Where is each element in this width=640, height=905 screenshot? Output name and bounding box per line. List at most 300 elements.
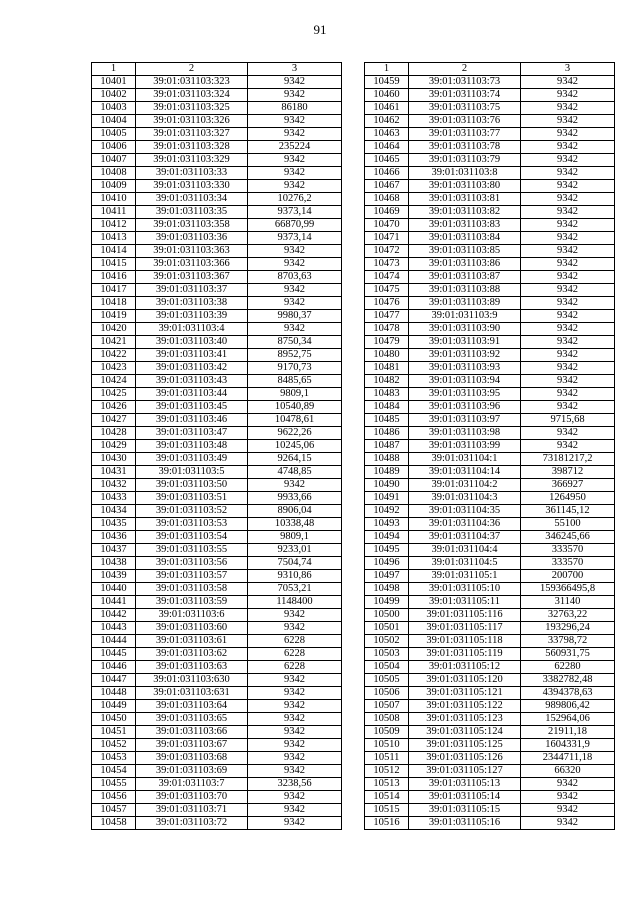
cadastral-number-cell: 39:01:031105:16 xyxy=(409,817,521,830)
cadastral-number-cell: 39:01:031103:56 xyxy=(136,557,248,570)
row-number-cell: 10476 xyxy=(365,297,409,310)
cadastral-number-cell: 39:01:031103:90 xyxy=(409,323,521,336)
table-row xyxy=(92,739,342,752)
value-cell: 9809,1 xyxy=(248,531,342,544)
table-row xyxy=(365,245,615,258)
cadastral-number-cell: 39:01:031103:73 xyxy=(409,76,521,89)
table-row xyxy=(92,284,342,297)
table-row xyxy=(365,206,615,219)
cadastral-number-cell: 39:01:031103:83 xyxy=(409,219,521,232)
value-cell: 9342 xyxy=(248,180,342,193)
value-cell: 346245,66 xyxy=(521,531,615,544)
table-row xyxy=(92,206,342,219)
row-number-cell: 10468 xyxy=(365,193,409,206)
table-row xyxy=(365,544,615,557)
row-number-cell: 10480 xyxy=(365,349,409,362)
cadastral-number-cell: 39:01:031103:79 xyxy=(409,154,521,167)
row-number-cell: 10467 xyxy=(365,180,409,193)
cadastral-number-cell: 39:01:031105:118 xyxy=(409,635,521,648)
cadastral-number-cell: 39:01:031103:52 xyxy=(136,505,248,518)
value-cell: 9342 xyxy=(521,232,615,245)
table-row xyxy=(92,362,342,375)
row-number-cell: 10479 xyxy=(365,336,409,349)
table-row xyxy=(92,544,342,557)
row-number-cell: 10455 xyxy=(92,778,136,791)
row-number-cell: 10454 xyxy=(92,765,136,778)
cadastral-number-cell: 39:01:031103:358 xyxy=(136,219,248,232)
cadastral-number-cell: 39:01:031104:2 xyxy=(409,479,521,492)
cadastral-number-cell: 39:01:031103:59 xyxy=(136,596,248,609)
value-cell: 9342 xyxy=(521,115,615,128)
value-cell: 9342 xyxy=(248,128,342,141)
cadastral-number-cell: 39:01:031103:95 xyxy=(409,388,521,401)
table-row xyxy=(92,414,342,427)
value-cell: 9342 xyxy=(521,206,615,219)
cadastral-number-cell: 39:01:031103:85 xyxy=(409,245,521,258)
table-row xyxy=(365,713,615,726)
table-row xyxy=(365,284,615,297)
table-row xyxy=(92,297,342,310)
row-number-cell: 10403 xyxy=(92,102,136,115)
table-row xyxy=(365,505,615,518)
row-number-cell: 10470 xyxy=(365,219,409,232)
value-cell: 9342 xyxy=(248,479,342,492)
table-row xyxy=(92,167,342,180)
value-cell: 9373,14 xyxy=(248,232,342,245)
table-row xyxy=(92,466,342,479)
row-number-cell: 10516 xyxy=(365,817,409,830)
row-number-cell: 10449 xyxy=(92,700,136,713)
value-cell: 9342 xyxy=(248,674,342,687)
table-row xyxy=(92,765,342,778)
value-cell: 9622,26 xyxy=(248,427,342,440)
table-row xyxy=(365,453,615,466)
table-row xyxy=(92,232,342,245)
table-row xyxy=(365,791,615,804)
value-cell: 8485,65 xyxy=(248,375,342,388)
table-row xyxy=(365,648,615,661)
cadastral-number-cell: 39:01:031103:70 xyxy=(136,791,248,804)
value-cell: 9715,68 xyxy=(521,414,615,427)
table-row xyxy=(92,518,342,531)
value-cell: 9310,86 xyxy=(248,570,342,583)
row-number-cell: 10501 xyxy=(365,622,409,635)
table-row xyxy=(92,596,342,609)
row-number-cell: 10458 xyxy=(92,817,136,830)
table-row xyxy=(92,661,342,674)
row-number-cell: 10459 xyxy=(365,76,409,89)
table-row xyxy=(92,128,342,141)
row-number-cell: 10497 xyxy=(365,570,409,583)
row-number-cell: 10409 xyxy=(92,180,136,193)
row-number-cell: 10462 xyxy=(365,115,409,128)
value-cell: 21911,18 xyxy=(521,726,615,739)
value-cell: 200700 xyxy=(521,570,615,583)
row-number-cell: 10489 xyxy=(365,466,409,479)
value-cell: 560931,75 xyxy=(521,648,615,661)
table-row xyxy=(365,609,615,622)
value-cell: 9342 xyxy=(248,323,342,336)
value-cell: 2344711,18 xyxy=(521,752,615,765)
cadastral-number-cell: 39:01:031103:97 xyxy=(409,414,521,427)
table-row xyxy=(365,518,615,531)
cadastral-number-cell: 39:01:031103:49 xyxy=(136,453,248,466)
cadastral-number-cell: 39:01:031103:55 xyxy=(136,544,248,557)
value-cell: 9809,1 xyxy=(248,388,342,401)
row-number-cell: 10482 xyxy=(365,375,409,388)
table-row xyxy=(365,687,615,700)
row-number-cell: 10402 xyxy=(92,89,136,102)
cadastral-number-cell: 39:01:031103:327 xyxy=(136,128,248,141)
cadastral-number-cell: 39:01:031103:33 xyxy=(136,167,248,180)
value-cell: 55100 xyxy=(521,518,615,531)
value-cell: 989806,42 xyxy=(521,700,615,713)
cadastral-number-cell: 39:01:031103:8 xyxy=(409,167,521,180)
row-number-cell: 10429 xyxy=(92,440,136,453)
value-cell: 9342 xyxy=(248,687,342,700)
value-cell: 361145,12 xyxy=(521,505,615,518)
value-cell: 9342 xyxy=(521,128,615,141)
column-header: 2 xyxy=(136,63,248,76)
table-row xyxy=(365,167,615,180)
registry-table-left xyxy=(91,62,342,830)
table-row xyxy=(92,323,342,336)
row-number-cell: 10419 xyxy=(92,310,136,323)
table-row xyxy=(92,635,342,648)
value-cell: 9342 xyxy=(248,258,342,271)
cadastral-number-cell: 39:01:031103:48 xyxy=(136,440,248,453)
value-cell: 159366495,8 xyxy=(521,583,615,596)
cadastral-number-cell: 39:01:031103:5 xyxy=(136,466,248,479)
row-number-cell: 10424 xyxy=(92,375,136,388)
cadastral-number-cell: 39:01:031103:630 xyxy=(136,674,248,687)
row-number-cell: 10456 xyxy=(92,791,136,804)
table-row xyxy=(92,609,342,622)
table-row xyxy=(92,427,342,440)
cadastral-number-cell: 39:01:031104:36 xyxy=(409,518,521,531)
table-row xyxy=(365,583,615,596)
table-row xyxy=(365,349,615,362)
table-row xyxy=(365,427,615,440)
row-number-cell: 10514 xyxy=(365,791,409,804)
row-number-cell: 10435 xyxy=(92,518,136,531)
row-number-cell: 10483 xyxy=(365,388,409,401)
value-cell: 9342 xyxy=(248,284,342,297)
value-cell: 10338,48 xyxy=(248,518,342,531)
value-cell: 9342 xyxy=(521,180,615,193)
row-number-cell: 10461 xyxy=(365,102,409,115)
row-number-cell: 10421 xyxy=(92,336,136,349)
table-row xyxy=(92,245,342,258)
table-row xyxy=(92,401,342,414)
column-header: 1 xyxy=(365,63,409,76)
cadastral-number-cell: 39:01:031105:116 xyxy=(409,609,521,622)
table-row xyxy=(92,752,342,765)
row-number-cell: 10512 xyxy=(365,765,409,778)
value-cell: 9373,14 xyxy=(248,206,342,219)
table-row xyxy=(365,219,615,232)
value-cell: 9342 xyxy=(521,154,615,167)
row-number-cell: 10443 xyxy=(92,622,136,635)
cadastral-number-cell: 39:01:031103:93 xyxy=(409,362,521,375)
cadastral-number-cell: 39:01:031103:99 xyxy=(409,440,521,453)
row-number-cell: 10498 xyxy=(365,583,409,596)
value-cell: 7053,21 xyxy=(248,583,342,596)
cadastral-number-cell: 39:01:031103:57 xyxy=(136,570,248,583)
cadastral-number-cell: 39:01:031105:124 xyxy=(409,726,521,739)
table-row xyxy=(92,791,342,804)
row-number-cell: 10510 xyxy=(365,739,409,752)
row-number-cell: 10430 xyxy=(92,453,136,466)
value-cell: 9342 xyxy=(248,154,342,167)
cadastral-number-cell: 39:01:031103:72 xyxy=(136,817,248,830)
value-cell: 9342 xyxy=(521,791,615,804)
table-row xyxy=(365,622,615,635)
row-number-cell: 10427 xyxy=(92,414,136,427)
row-number-cell: 10486 xyxy=(365,427,409,440)
row-number-cell: 10515 xyxy=(365,804,409,817)
page-number: 91 xyxy=(313,22,327,37)
table-row xyxy=(365,531,615,544)
table-row xyxy=(365,739,615,752)
row-number-cell: 10493 xyxy=(365,518,409,531)
row-number-cell: 10466 xyxy=(365,167,409,180)
value-cell: 9342 xyxy=(521,804,615,817)
value-cell: 9342 xyxy=(248,297,342,310)
value-cell: 3238,56 xyxy=(248,778,342,791)
row-number-cell: 10450 xyxy=(92,713,136,726)
value-cell: 9342 xyxy=(521,89,615,102)
row-number-cell: 10442 xyxy=(92,609,136,622)
row-number-cell: 10401 xyxy=(92,76,136,89)
table-row xyxy=(365,310,615,323)
value-cell: 9342 xyxy=(521,349,615,362)
table-row xyxy=(365,557,615,570)
row-number-cell: 10505 xyxy=(365,674,409,687)
value-cell: 9342 xyxy=(521,336,615,349)
row-number-cell: 10422 xyxy=(92,349,136,362)
row-number-cell: 10413 xyxy=(92,232,136,245)
value-cell: 9342 xyxy=(248,115,342,128)
cadastral-number-cell: 39:01:031103:4 xyxy=(136,323,248,336)
value-cell: 9342 xyxy=(521,271,615,284)
table-row xyxy=(365,76,615,89)
cadastral-number-cell: 39:01:031103:94 xyxy=(409,375,521,388)
row-number-cell: 10464 xyxy=(365,141,409,154)
table-row xyxy=(92,583,342,596)
row-number-cell: 10410 xyxy=(92,193,136,206)
value-cell: 9342 xyxy=(521,375,615,388)
table-row xyxy=(92,687,342,700)
table-row xyxy=(92,570,342,583)
cadastral-number-cell: 39:01:031103:89 xyxy=(409,297,521,310)
row-number-cell: 10437 xyxy=(92,544,136,557)
value-cell: 9342 xyxy=(248,622,342,635)
value-cell: 9170,73 xyxy=(248,362,342,375)
cadastral-number-cell: 39:01:031105:123 xyxy=(409,713,521,726)
row-number-cell: 10432 xyxy=(92,479,136,492)
table-row xyxy=(92,141,342,154)
row-number-cell: 10460 xyxy=(365,89,409,102)
table-row xyxy=(92,336,342,349)
cadastral-number-cell: 39:01:031103:34 xyxy=(136,193,248,206)
row-number-cell: 10471 xyxy=(365,232,409,245)
cadastral-number-cell: 39:01:031103:50 xyxy=(136,479,248,492)
cadastral-number-cell: 39:01:031103:42 xyxy=(136,362,248,375)
value-cell: 9342 xyxy=(248,609,342,622)
value-cell: 73181217,2 xyxy=(521,453,615,466)
value-cell: 9342 xyxy=(521,258,615,271)
cadastral-number-cell: 39:01:031103:329 xyxy=(136,154,248,167)
table-row xyxy=(92,76,342,89)
value-cell: 9342 xyxy=(248,89,342,102)
value-cell: 9342 xyxy=(521,219,615,232)
table-row xyxy=(365,401,615,414)
value-cell: 9342 xyxy=(521,284,615,297)
table-row xyxy=(92,180,342,193)
cadastral-number-cell: 39:01:031103:367 xyxy=(136,271,248,284)
value-cell: 6228 xyxy=(248,635,342,648)
cadastral-number-cell: 39:01:031103:64 xyxy=(136,700,248,713)
value-cell: 10478,61 xyxy=(248,414,342,427)
value-cell: 9342 xyxy=(248,739,342,752)
value-cell: 1264950 xyxy=(521,492,615,505)
table-row xyxy=(365,271,615,284)
cadastral-number-cell: 39:01:031105:13 xyxy=(409,778,521,791)
row-number-cell: 10463 xyxy=(365,128,409,141)
cadastral-number-cell: 39:01:031103:96 xyxy=(409,401,521,414)
cadastral-number-cell: 39:01:031105:121 xyxy=(409,687,521,700)
cadastral-number-cell: 39:01:031103:363 xyxy=(136,245,248,258)
table-row xyxy=(92,193,342,206)
value-cell: 62280 xyxy=(521,661,615,674)
value-cell: 9342 xyxy=(521,778,615,791)
value-cell: 193296,24 xyxy=(521,622,615,635)
value-cell: 9342 xyxy=(521,167,615,180)
value-cell: 9342 xyxy=(248,791,342,804)
cadastral-number-cell: 39:01:031103:41 xyxy=(136,349,248,362)
cadastral-number-cell: 39:01:031103:326 xyxy=(136,115,248,128)
value-cell: 31140 xyxy=(521,596,615,609)
row-number-cell: 10509 xyxy=(365,726,409,739)
cadastral-number-cell: 39:01:031105:119 xyxy=(409,648,521,661)
cadastral-number-cell: 39:01:031104:4 xyxy=(409,544,521,557)
cadastral-number-cell: 39:01:031103:366 xyxy=(136,258,248,271)
row-number-cell: 10426 xyxy=(92,401,136,414)
cadastral-number-cell: 39:01:031104:3 xyxy=(409,492,521,505)
table-row xyxy=(365,570,615,583)
value-cell: 9933,66 xyxy=(248,492,342,505)
row-number-cell: 10513 xyxy=(365,778,409,791)
value-cell: 1148400 xyxy=(248,596,342,609)
value-cell: 9342 xyxy=(521,141,615,154)
row-number-cell: 10495 xyxy=(365,544,409,557)
value-cell: 1604331,9 xyxy=(521,739,615,752)
cadastral-number-cell: 39:01:031103:37 xyxy=(136,284,248,297)
cadastral-number-cell: 39:01:031103:66 xyxy=(136,726,248,739)
table-row xyxy=(365,141,615,154)
value-cell: 9342 xyxy=(521,323,615,336)
value-cell: 9342 xyxy=(521,102,615,115)
value-cell: 3382782,48 xyxy=(521,674,615,687)
row-number-cell: 10448 xyxy=(92,687,136,700)
cadastral-number-cell: 39:01:031105:126 xyxy=(409,752,521,765)
row-number-cell: 10447 xyxy=(92,674,136,687)
table-row xyxy=(92,154,342,167)
table-row xyxy=(365,596,615,609)
table-row xyxy=(365,804,615,817)
row-number-cell: 10507 xyxy=(365,700,409,713)
row-number-cell: 10417 xyxy=(92,284,136,297)
cadastral-number-cell: 39:01:031104:5 xyxy=(409,557,521,570)
table-row xyxy=(92,531,342,544)
value-cell: 9342 xyxy=(521,245,615,258)
cadastral-number-cell: 39:01:031103:46 xyxy=(136,414,248,427)
cadastral-number-cell: 39:01:031103:54 xyxy=(136,531,248,544)
value-cell: 9342 xyxy=(521,427,615,440)
column-header: 3 xyxy=(248,63,342,76)
cadastral-number-cell: 39:01:031103:631 xyxy=(136,687,248,700)
table-row xyxy=(365,193,615,206)
row-number-cell: 10444 xyxy=(92,635,136,648)
table-row xyxy=(92,804,342,817)
row-number-cell: 10434 xyxy=(92,505,136,518)
row-number-cell: 10433 xyxy=(92,492,136,505)
row-number-cell: 10412 xyxy=(92,219,136,232)
table-row xyxy=(365,232,615,245)
table-row xyxy=(92,258,342,271)
value-cell: 9342 xyxy=(521,817,615,830)
column-header: 1 xyxy=(92,63,136,76)
table-row xyxy=(92,388,342,401)
row-number-cell: 10477 xyxy=(365,310,409,323)
cadastral-number-cell: 39:01:031103:75 xyxy=(409,102,521,115)
cadastral-number-cell: 39:01:031103:328 xyxy=(136,141,248,154)
cadastral-number-cell: 39:01:031103:53 xyxy=(136,518,248,531)
table-row xyxy=(92,622,342,635)
value-cell: 8703,63 xyxy=(248,271,342,284)
value-cell: 66870,99 xyxy=(248,219,342,232)
cadastral-number-cell: 39:01:031103:71 xyxy=(136,804,248,817)
cadastral-number-cell: 39:01:031103:39 xyxy=(136,310,248,323)
row-number-cell: 10503 xyxy=(365,648,409,661)
row-number-cell: 10414 xyxy=(92,245,136,258)
value-cell: 9342 xyxy=(248,804,342,817)
table-row xyxy=(365,778,615,791)
table-row xyxy=(365,362,615,375)
table-row xyxy=(92,89,342,102)
value-cell: 366927 xyxy=(521,479,615,492)
row-number-cell: 10465 xyxy=(365,154,409,167)
row-number-cell: 10441 xyxy=(92,596,136,609)
table-row xyxy=(365,466,615,479)
value-cell: 9980,37 xyxy=(248,310,342,323)
table-row xyxy=(92,375,342,388)
value-cell: 7504,74 xyxy=(248,557,342,570)
row-number-cell: 10408 xyxy=(92,167,136,180)
cadastral-number-cell: 39:01:031103:81 xyxy=(409,193,521,206)
value-cell: 8750,34 xyxy=(248,336,342,349)
cadastral-number-cell: 39:01:031103:78 xyxy=(409,141,521,154)
cadastral-number-cell: 39:01:031103:35 xyxy=(136,206,248,219)
column-header: 2 xyxy=(409,63,521,76)
table-row xyxy=(92,505,342,518)
value-cell: 152964,06 xyxy=(521,713,615,726)
row-number-cell: 10472 xyxy=(365,245,409,258)
cadastral-number-cell: 39:01:031103:69 xyxy=(136,765,248,778)
value-cell: 8906,04 xyxy=(248,505,342,518)
value-cell: 9342 xyxy=(248,700,342,713)
